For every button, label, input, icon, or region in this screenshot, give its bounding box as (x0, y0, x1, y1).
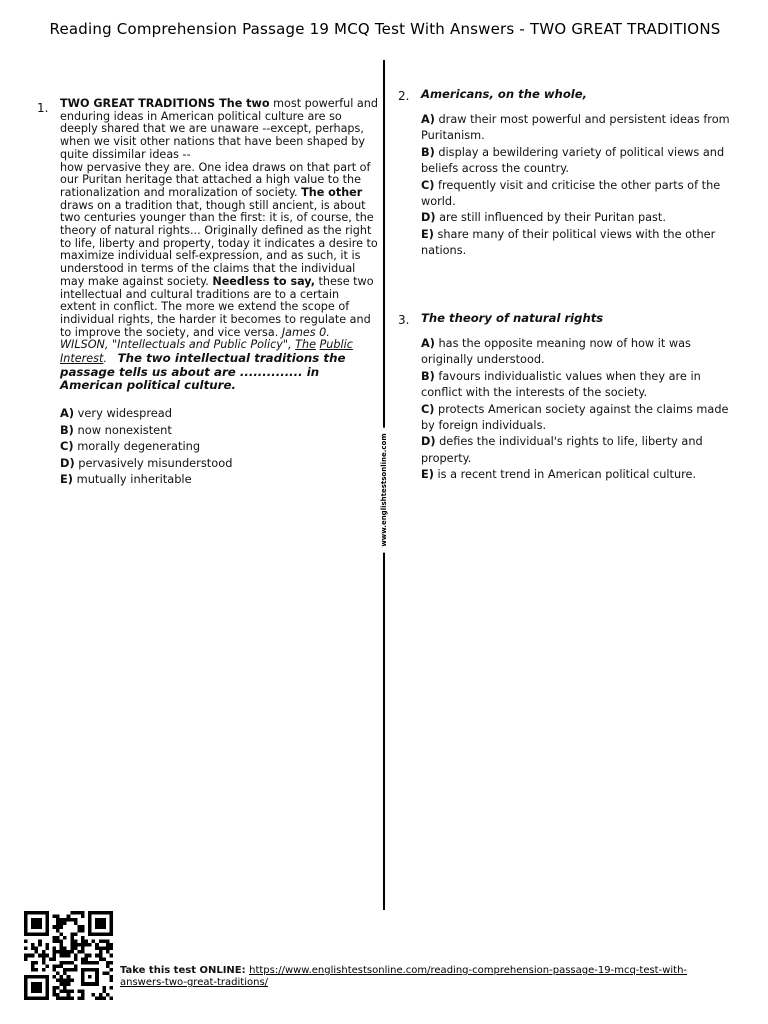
option-e[interactable] (60, 471, 378, 488)
question-3-stem: The theory of natural rights (421, 311, 604, 325)
footer (120, 965, 720, 989)
option-label: E) (421, 227, 434, 241)
option-text: has the opposite meaning now of how it was originally understood. (421, 337, 691, 367)
option-text: now nonexistent (73, 422, 172, 437)
passage-bold-2: The other (301, 185, 363, 199)
qr-code-icon[interactable] (24, 911, 113, 1000)
question-3-number: 3. (398, 313, 410, 327)
passage-text-4: these two intellectual and cultural traditions are to a certain extent in conflict. The more we extend the scope of individual rights, the harder it becomes to regulate and to improve the society, and vice versa. (60, 274, 374, 339)
passage-text-1: most powerful and enduring ideas in American political culture are so deeply shared that we are unaware --except, perhaps, when we visit other nations that have been shaped by quite dissimilar ideas -- (60, 97, 378, 161)
option-a[interactable] (60, 405, 378, 422)
option-text: are still influenced by their Puritan past. (435, 211, 666, 225)
option-b[interactable] (421, 369, 741, 402)
option-d[interactable] (60, 455, 378, 472)
question-3-options (421, 336, 741, 484)
option-label: D) (60, 455, 75, 470)
option-c[interactable] (421, 178, 741, 211)
page-title: Reading Comprehension Passage 19 MCQ Test With Answers - TWO GREAT TRADITIONS (49, 20, 721, 38)
passage-citation: James 0. WILSON, "Intellectuals and Public Policy", (60, 325, 330, 352)
question-1-passage (60, 98, 378, 488)
option-d[interactable] (421, 210, 741, 226)
passage-text-3: draws on a tradition that, though still ancient, is about two centuries younger than the first: it is, of course, the theory of natural rights... Originally defined as the right to life, liberty and property, today it indicates a desire to maximize individual self-expression, and as such, it is understood in terms of the claims that the individual may make against society. (60, 198, 378, 288)
test-online-link[interactable]: https://www.englishtestsonline.com/reading-comprehension-passage-19-mcq-test-with-answers-two-great-traditions/ (120, 965, 688, 988)
option-text: mutually inheritable (73, 472, 192, 487)
option-label: B) (421, 369, 435, 383)
option-text: draw their most powerful and persistent ideas from Puritanism. (421, 113, 730, 143)
option-label: C) (60, 439, 74, 454)
option-e[interactable] (421, 467, 741, 483)
passage-text-2: how pervasive they are. One idea draws on that part of our Puritan heritage that attached a high value to the rationalization and moralization of society. (60, 160, 371, 199)
footer-lead: Take this test ONLINE: (120, 965, 250, 976)
option-label: E) (60, 472, 73, 487)
site-watermark: www.englishtestsonline.com (378, 427, 390, 552)
option-label: C) (421, 402, 435, 416)
option-text: share many of their political views with the other nations. (421, 227, 716, 258)
option-text: protects American society against the claims made by foreign individuals. (421, 402, 729, 433)
option-text: favours individualistic values when they are in conflict with the interests of the society. (421, 369, 701, 400)
option-text: frequently visit and criticise the other parts of the world. (421, 178, 721, 209)
option-c[interactable] (60, 438, 378, 455)
option-text: pervasively misunderstood (74, 455, 233, 470)
option-label: D) (421, 211, 436, 225)
option-label: A) (421, 113, 435, 126)
option-text: is a recent trend in American political culture. (433, 468, 697, 482)
option-label: C) (421, 178, 435, 192)
option-label: B) (421, 145, 435, 159)
question-2-options (421, 112, 741, 260)
question-2 (421, 87, 741, 260)
option-d[interactable] (421, 434, 741, 467)
question-1-number: 1. (37, 101, 49, 115)
question-1-options (60, 405, 378, 488)
citation-end: . (103, 352, 107, 366)
citation-underline-2: Public Interest (60, 338, 353, 366)
option-b[interactable] (60, 422, 378, 439)
option-text: very widespread (74, 406, 172, 421)
option-text: morally degenerating (73, 439, 201, 454)
question-2-number: 2. (398, 89, 410, 103)
option-text: display a bewildering variety of political views and beliefs across the country. (421, 145, 725, 176)
option-label: D) (421, 435, 436, 449)
question-3 (421, 311, 741, 484)
option-c[interactable] (421, 402, 741, 435)
option-b[interactable] (421, 145, 741, 178)
option-text: defies the individual's rights to life, liberty and property. (421, 435, 703, 465)
passage-lead: TWO GREAT TRADITIONS The two (60, 97, 270, 110)
option-a[interactable] (421, 336, 741, 369)
question-1-text: The two intellectual traditions the passage tells us about are .............. in American political culture. (60, 351, 346, 393)
passage-bold-3: Needless to say, (212, 274, 315, 288)
option-label: E) (421, 468, 434, 482)
option-label: A) (421, 337, 435, 350)
citation-underline-1: The (295, 338, 316, 352)
option-a[interactable] (421, 112, 741, 145)
option-label: B) (60, 422, 74, 437)
option-label: A) (60, 406, 75, 421)
option-e[interactable] (421, 227, 741, 260)
question-2-stem: Americans, on the whole, (421, 87, 588, 101)
